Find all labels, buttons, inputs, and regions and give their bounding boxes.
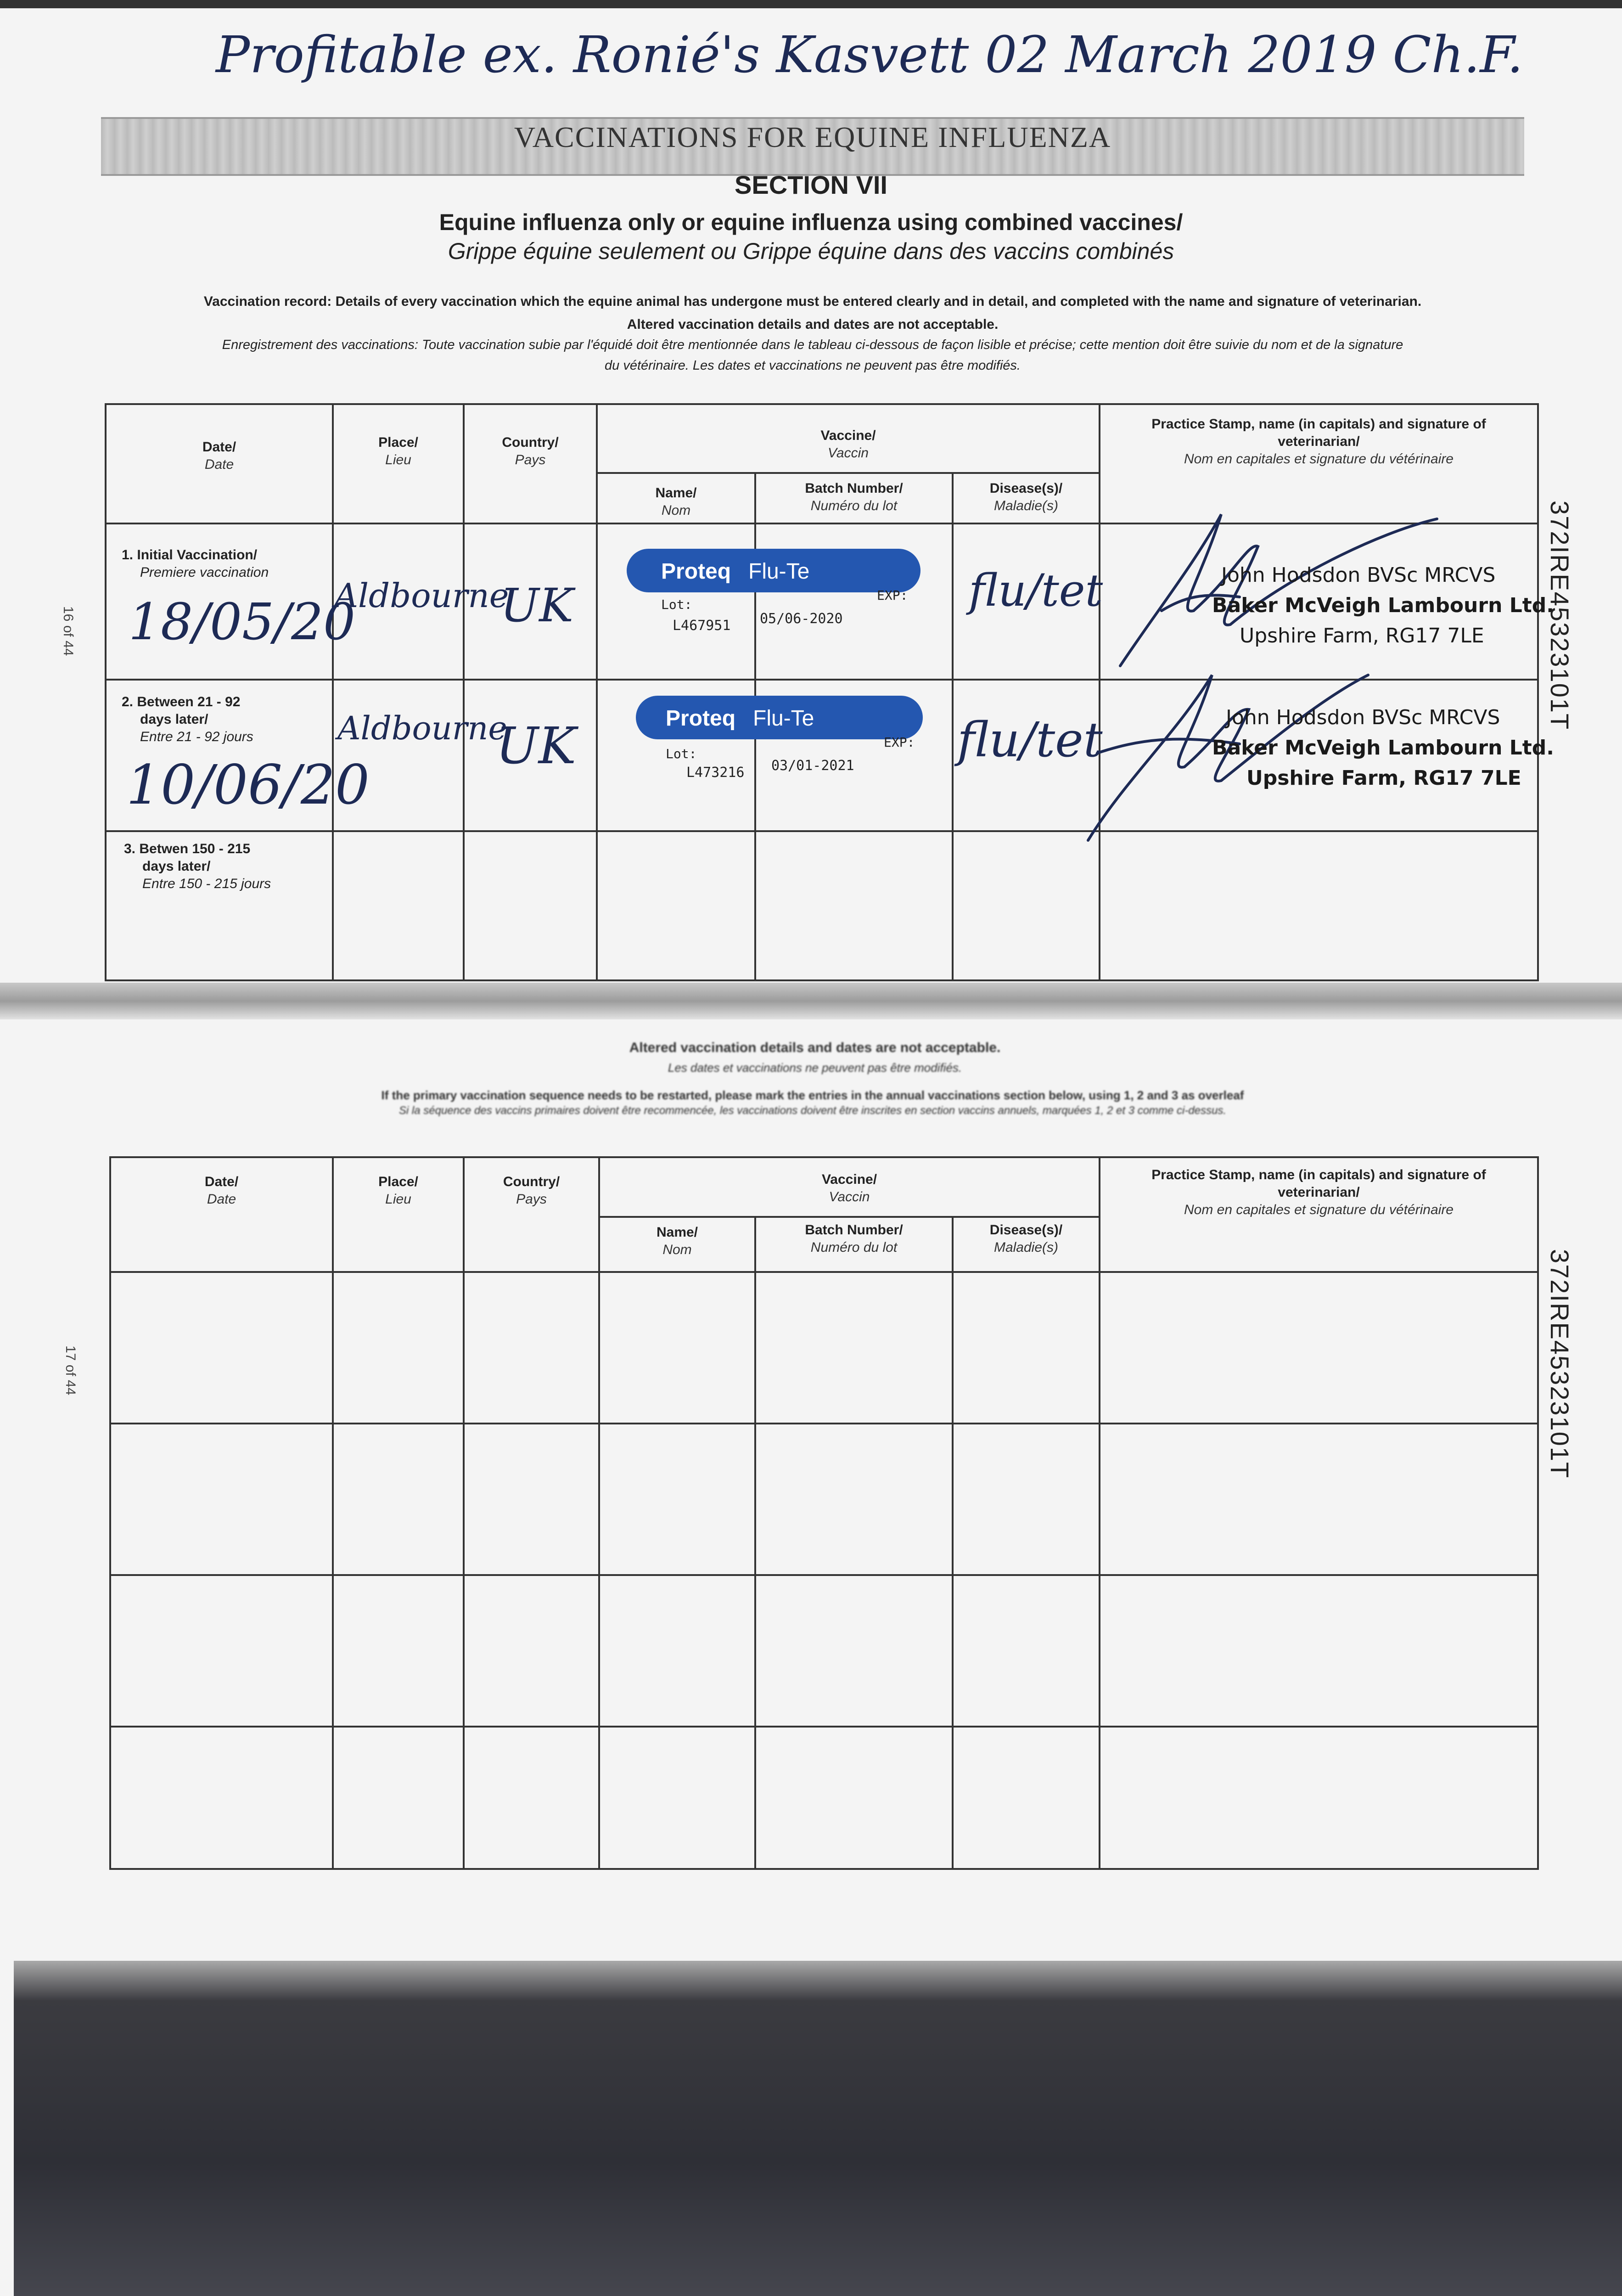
- row2-practice-stamp: John Hodsdon BVSc MRCVS Baker McVeigh Lambourn Ltd. Upshire Farm, RG17 7LE: [1212, 706, 1554, 790]
- bottom-header-batch: Batch Number/ Numéro du lot: [805, 1222, 903, 1255]
- bottom-header-stamp: Practice Stamp, name (in capitals) and signature of veterinarian/ Nom en capitales et signature du vétérinaire: [1151, 1167, 1486, 1217]
- bottom-header-vaccine: Vaccine/ Vaccin: [821, 1172, 877, 1204]
- notice-line4: Si la séquence des vaccins primaires doivent être recommencée, les vaccinations doivent être inscrites en section vaccins annuels, marquées 1, 2 et 3 comme ci-dessus.: [398, 1104, 1227, 1117]
- header-name: Name/ Nom: [655, 485, 697, 518]
- page-number-16: 16 of 44: [61, 606, 76, 656]
- row2-country: UK: [496, 716, 576, 775]
- side-code-bottom: 372IRE45323101T: [1545, 1249, 1574, 1479]
- instructions-line4: du vétérinaire. Les dates et vaccinations ne peuvent pas être modifiés.: [605, 358, 1021, 373]
- row1-exp-label: EXP:: [877, 588, 908, 603]
- row2-vaccine-label: Proteq Flu-Te: [636, 696, 923, 739]
- subtitle-en: Equine influenza only or equine influenza using combined vaccines/: [439, 209, 1183, 235]
- row1-disease: flu/tet: [969, 565, 1103, 616]
- row2-label: 2. Between 21 - 92 days later/ Entre 21 - 92 jours: [122, 694, 253, 744]
- row1-lot: L467951: [673, 618, 731, 634]
- header-place: Place/ Lieu: [378, 435, 418, 467]
- row3-label: 3. Betwen 150 - 215 days later/ Entre 150 - 215 jours: [124, 841, 271, 891]
- section-title: SECTION VII: [735, 170, 887, 199]
- row2-date: 10/06/20: [126, 753, 370, 816]
- instructions-line1: Vaccination record: Details of every vaccination which the equine animal has undergone must be entered clearly and in detail, and completed with the name and signature of veterinarian.: [203, 294, 1422, 309]
- row1-place: Aldbourne: [334, 576, 509, 615]
- row1-practice-stamp: John Hodsdon BVSc MRCVS Baker McVeigh Lambourn Ltd. Upshire Farm, RG17 7LE: [1212, 563, 1554, 647]
- header-disease: Disease(s)/ Maladie(s): [989, 481, 1063, 513]
- row2-lot: L473216: [686, 765, 745, 781]
- row1-country: UK: [500, 579, 573, 632]
- scanner-edge: [14, 1961, 1622, 2296]
- row1-label: 1. Initial Vaccination/ Premiere vaccination: [122, 547, 269, 580]
- header-country: Country/ Pays: [502, 435, 559, 467]
- row1-lot-label: Lot:: [661, 597, 692, 612]
- instructions-line2: Altered vaccination details and dates are not acceptable.: [627, 317, 999, 332]
- row2-place: Aldbourne: [337, 709, 507, 747]
- notice-line3: If the primary vaccination sequence needs to be restarted, please mark the entries in the annual vaccinations section below, using 1, 2 and 3 as overleaf: [381, 1088, 1244, 1102]
- notice-line1: Altered vaccination details and dates are not acceptable.: [629, 1040, 1001, 1055]
- bottom-header-name: Name/ Nom: [656, 1225, 698, 1257]
- header-batch: Batch Number/ Numéro du lot: [805, 481, 903, 513]
- row1-exp: 05/06-2020: [760, 611, 843, 627]
- bottom-header-date: Date/ Date: [204, 1174, 239, 1207]
- header-vaccine: Vaccine/ Vaccin: [820, 428, 876, 461]
- banner-title: VACCINATIONS FOR EQUINE INFLUENZA: [514, 121, 1111, 153]
- top-edge: [0, 0, 1622, 8]
- row2-exp-label: EXP:: [884, 735, 915, 750]
- header-stamp: Practice Stamp, name (in capitals) and signature of veterinarian/ Nom en capitales et signature du vétérinaire: [1151, 416, 1486, 467]
- row1-vaccine-label: Proteq Flu-Te: [627, 549, 920, 592]
- page-number-17: 17 of 44: [63, 1345, 78, 1396]
- bottom-header-disease: Disease(s)/ Maladie(s): [989, 1222, 1063, 1255]
- bottom-header-country: Country/ Pays: [503, 1174, 560, 1207]
- side-code-top: 372IRE45323101T: [1545, 501, 1574, 731]
- row1-date: 18/05/20: [129, 592, 356, 651]
- handwritten-header: Profitable ex. Ronié's Kasvett 02 March 2019 Ch.F.: [216, 25, 1523, 84]
- page-fold: [0, 983, 1622, 1019]
- row2-disease: flu/tet: [957, 712, 1103, 768]
- bottom-header-place: Place/ Lieu: [378, 1174, 418, 1207]
- row2-exp: 03/01-2021: [771, 758, 854, 774]
- row2-lot-label: Lot:: [666, 746, 697, 761]
- instructions-line3: Enregistrement des vaccinations: Toute vaccination subie par l'équidé doit être mentionnée dans le tableau ci-dessous de façon lisible et précise; cette mention doit être suivie du nom et de la signature: [222, 338, 1403, 352]
- header-date: Date/ Date: [202, 439, 236, 472]
- subtitle-fr: Grippe équine seulement ou Grippe équine dans des vaccins combinés: [448, 238, 1174, 264]
- notice-line2: Les dates et vaccinations ne peuvent pas être modifiés.: [668, 1061, 962, 1075]
